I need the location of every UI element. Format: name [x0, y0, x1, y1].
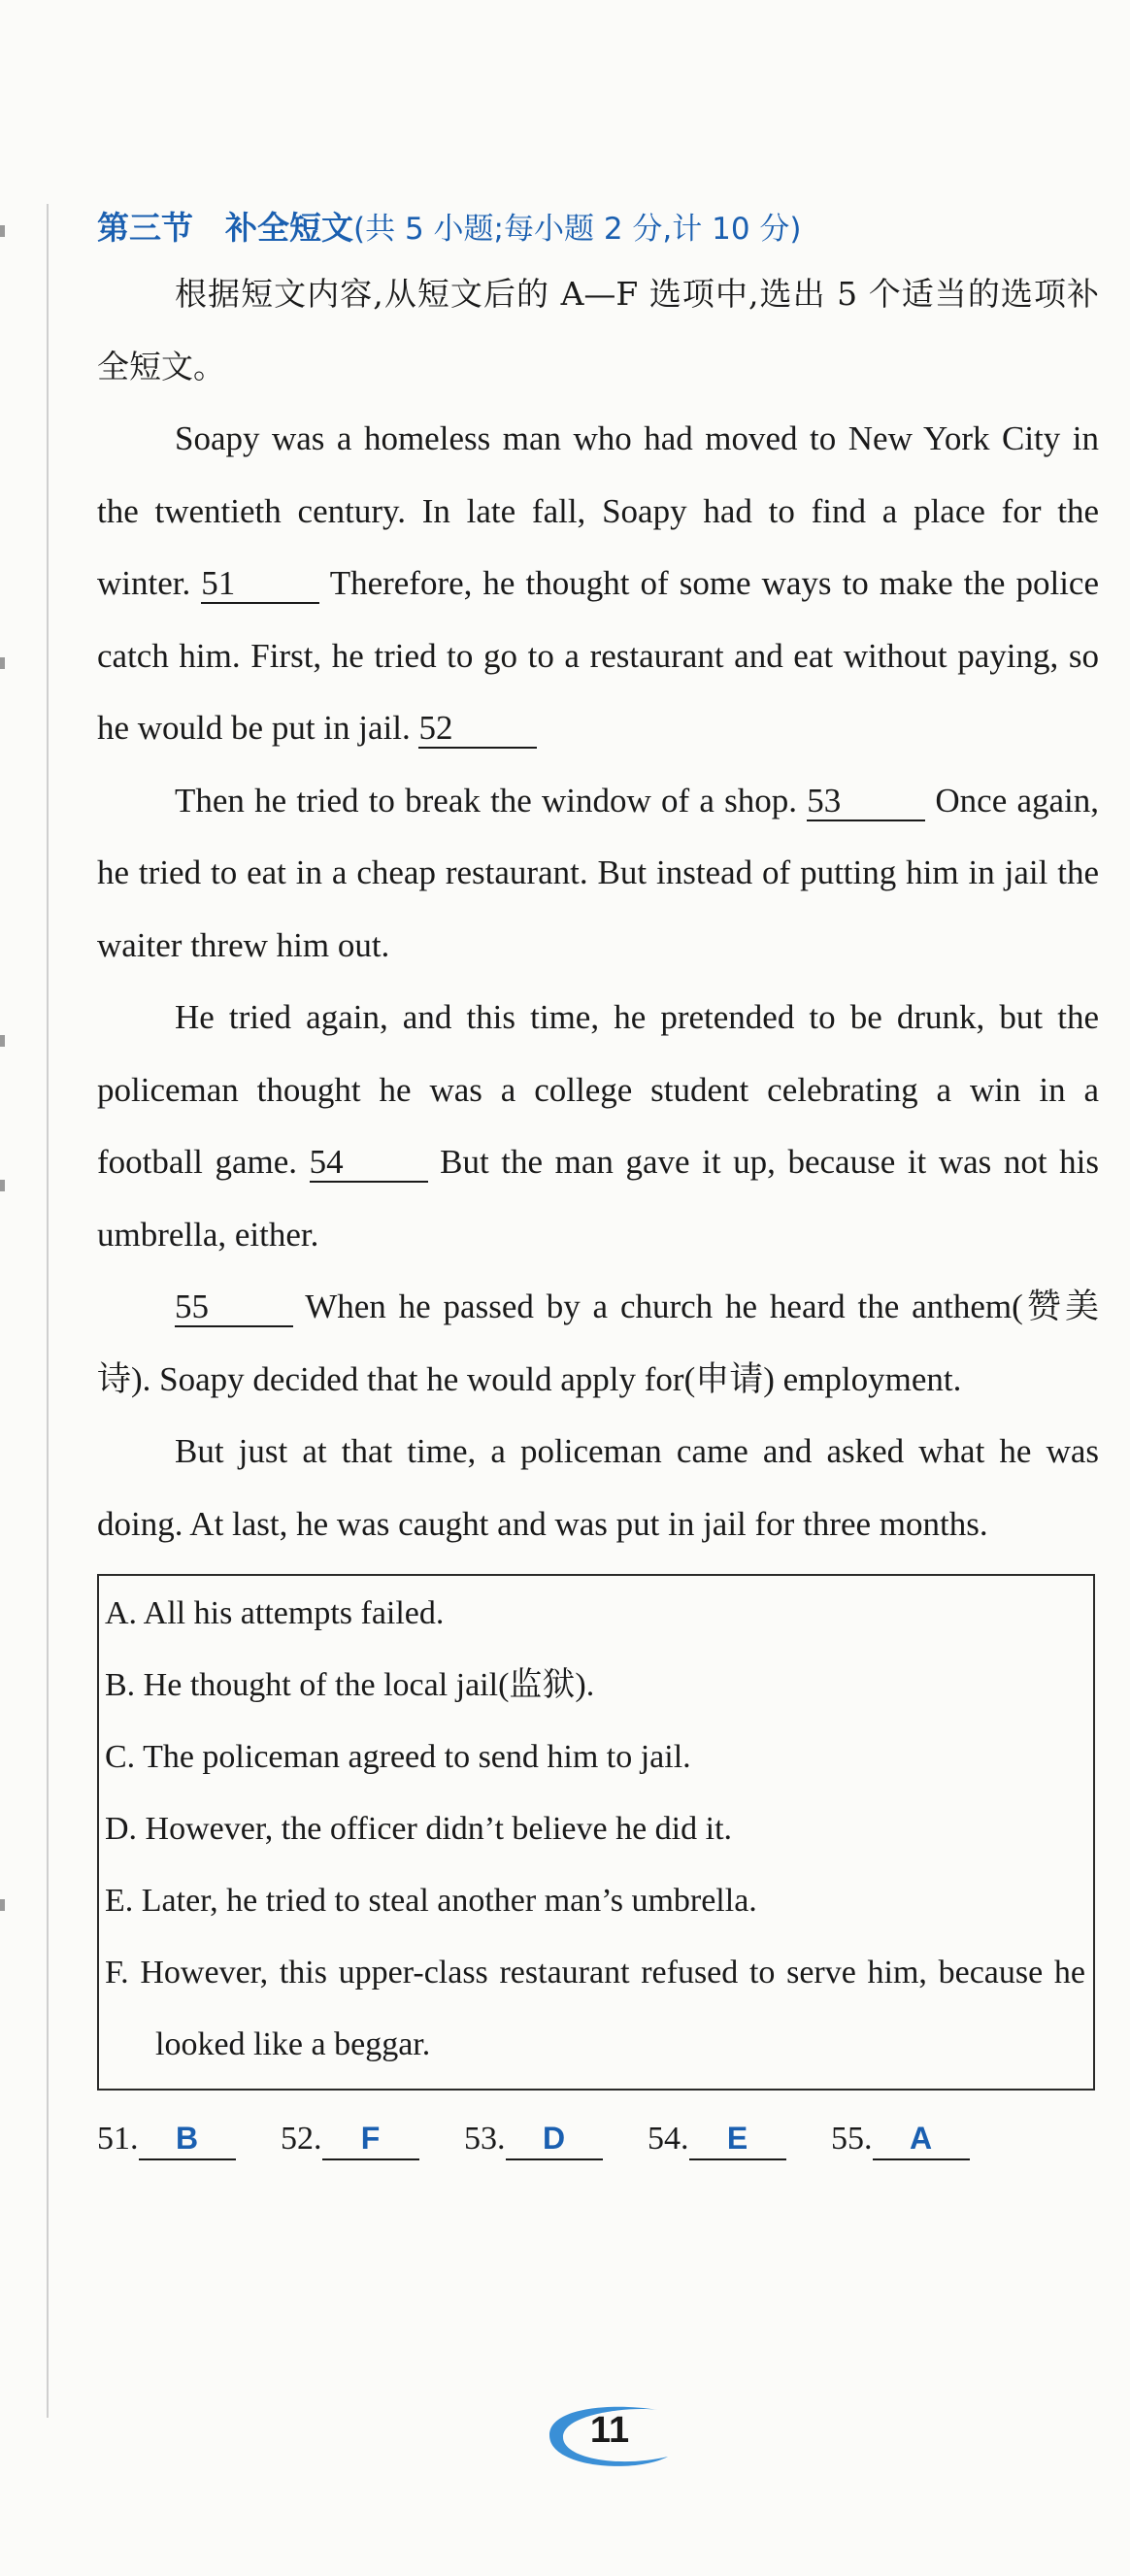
- passage-paragraph-5: But just at that time, a policeman came and asked what he was doing. At last, he was caught and was put in jail for three months.: [97, 1432, 1099, 1543]
- answer-value: E: [689, 2118, 786, 2160]
- answer-number: 54.: [648, 2121, 689, 2157]
- blank-54: 54: [310, 1144, 428, 1183]
- passage-paragraph-1: [97, 403, 1099, 765]
- passage-paragraph-4: [97, 1271, 1099, 1416]
- blank-53: 53: [807, 783, 925, 821]
- passage-text: He tried again, and this time, he pretended to be drunk, but the policeman thought he was a college student celebrating a win in a football game.: [97, 998, 1099, 1181]
- answer-value: A: [873, 2118, 970, 2160]
- margin-line: [47, 204, 49, 2418]
- answer-row: [97, 2110, 1099, 2168]
- blank-51: 51: [201, 565, 319, 604]
- option-e: E. Later, he tried to steal another man’s umbrella.: [105, 1883, 757, 1919]
- section-subtitle: (共 5 小题;每小题 2 分,计 10 分): [353, 212, 802, 247]
- passage-text: Once again, he tried to eat in a cheap restaurant. But instead of putting him in jail the waiter threw him out.: [97, 781, 1100, 964]
- answer-55: [831, 2110, 970, 2168]
- answer-number: 52.: [281, 2121, 322, 2157]
- answer-value: D: [506, 2118, 603, 2160]
- edge-mark: [0, 1035, 5, 1047]
- options-box: [97, 1574, 1095, 2091]
- option-f: F. However, this upper-class restaurant refused to serve him, because he looked like a beggar.: [105, 1955, 1085, 2062]
- blank-55: 55: [175, 1288, 293, 1327]
- passage-text: Therefore, he thought of some ways to make the police catch him. First, he tried to go to a restaurant and eat without paying, so he would be put in jail.: [97, 564, 1100, 747]
- passage-text: But the man gave it up, because it was not his umbrella, either.: [97, 1143, 1100, 1254]
- edge-mark: [0, 657, 5, 669]
- answer-value: F: [322, 2118, 419, 2160]
- answer-53: [464, 2110, 603, 2168]
- option-a: A. All his attempts failed.: [105, 1595, 445, 1631]
- passage-paragraph-3: [97, 982, 1099, 1271]
- answer-52: [281, 2110, 419, 2168]
- section-heading: [97, 199, 1099, 258]
- answer-number: 51.: [97, 2121, 139, 2157]
- edge-mark: [0, 225, 5, 237]
- passage-paragraph-2: [97, 765, 1099, 983]
- answer-value: B: [139, 2118, 236, 2160]
- edge-mark: [0, 1180, 5, 1191]
- option-c: C. The policeman agreed to send him to jail.: [105, 1739, 691, 1775]
- answer-51: [97, 2110, 236, 2168]
- answer-number: 53.: [464, 2121, 506, 2157]
- page-content: [97, 199, 1099, 2168]
- option-d: D. However, the officer didn’t believe he did it.: [105, 1811, 733, 1847]
- option-b: B. He thought of the local jail(监狱).: [105, 1667, 595, 1703]
- passage-text: When he passed by a church he heard the anthem(赞美诗). Soapy decided that he would apply for(申请) employment.: [97, 1288, 1099, 1398]
- section-title: 第三节 补全短文: [97, 209, 353, 247]
- passage-text: Soapy was a homeless man who had moved to New York City in the twentieth century. In late fall, Soapy had to find a place for the winter.: [97, 419, 1099, 602]
- page-number-text: 11: [589, 2410, 630, 2451]
- instruction-text: 根据短文内容,从短文后的 A—F 选项中,选出 5 个适当的选项补全短文。: [97, 275, 1099, 385]
- answer-54: [648, 2110, 786, 2168]
- passage-text: Then he tried to break the window of a shop.: [175, 781, 808, 820]
- answer-number: 55.: [831, 2121, 873, 2157]
- blank-52: 52: [418, 710, 537, 749]
- edge-mark: [0, 1899, 5, 1911]
- page-number: [542, 2396, 678, 2474]
- binding-edge-marks: [0, 0, 12, 2576]
